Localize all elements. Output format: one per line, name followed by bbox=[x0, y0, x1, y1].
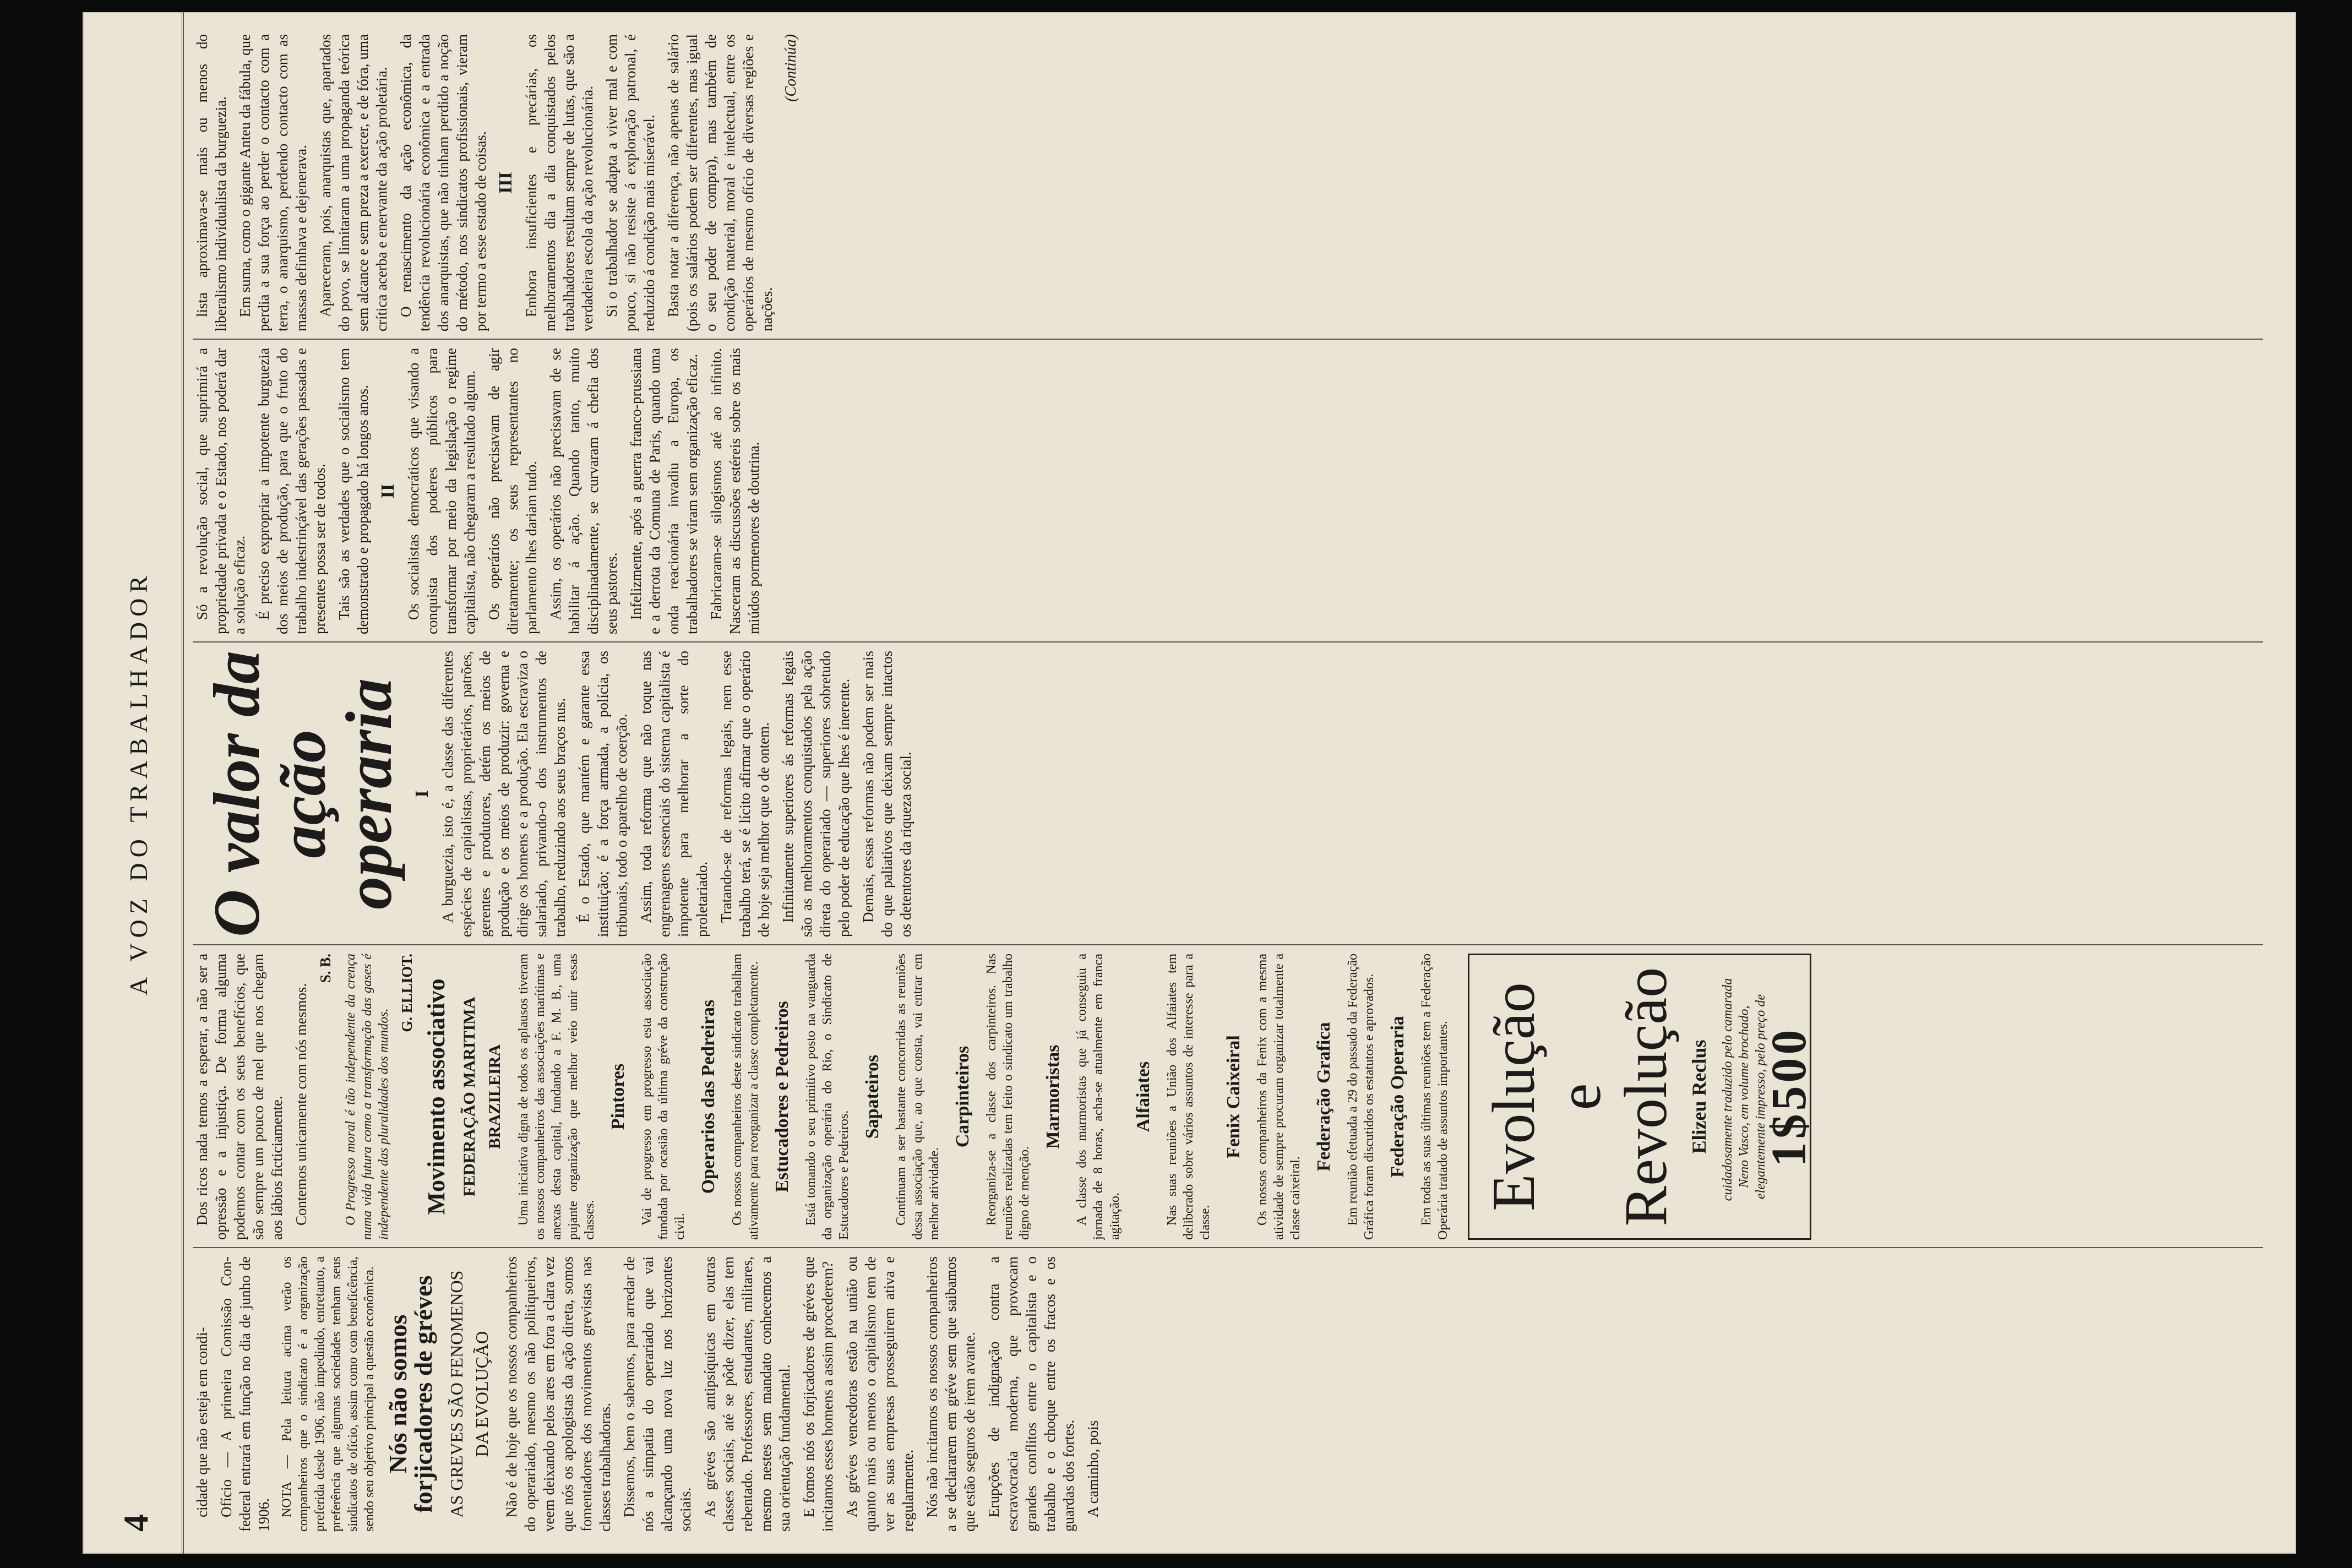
nota-text: NOTA — Pela leitura acima verão os companheiros que o sindicato é a organização preferida desde 1906, não impedindo, entretanto, a preferência que algumas sociedades tenham seus sindicatos de ofício, assim como com beneficência, sendo seu objetivo principal a questão econômica. bbox=[280, 1256, 377, 1532]
masthead bbox=[105, 12, 184, 1554]
column-4 bbox=[193, 348, 2274, 634]
fenix-text: Os nossos companheiros da Fenix com a mesma atividade de sempre procuram organizar totalmente a classe caixeiral. bbox=[1255, 954, 1303, 1240]
ad-author: Elizeu Reclus bbox=[1688, 1039, 1710, 1154]
grafica-text: Em reunião efetuada a 29 do passado da Federação Gráfica foram discutidos os estatutos e aprovados. bbox=[1346, 954, 1376, 1240]
article-paragraph: Infelizmente, após a guerra franco-prussiana e a derrota da Comuna de Paris, quando uma onda reacionária invadiu a Europa, os trabalhadores se viram sem organização eficaz. bbox=[628, 348, 700, 634]
article-paragraph: Assim, os operários não precisavam de se habilitar á ação. Quando tanto, muito disciplinadamente, se curvaram á chefia dos seus pastores. bbox=[547, 348, 620, 634]
operaria-head: Federação Operaria bbox=[1387, 1016, 1408, 1178]
ad-title-line2: e Revolução bbox=[1546, 967, 1679, 1227]
column-5 bbox=[193, 34, 2274, 331]
headline-valor-acao-operaria: O valor da ação operaria bbox=[200, 651, 405, 937]
newspaper-title: A VOZ DO TRABALHADOR bbox=[124, 570, 153, 996]
article-paragraph: Em suma, como o gigante Anteu da fábula, que perdia a sua força ao perder o contacto com a terra, o anarquismo, perdendo contacto com as massas definhava e dejenerava. bbox=[237, 34, 309, 331]
article-paragraph: Demais, essas reformas não podem ser mais do que paliativos que deixam sempre intactos os detentores da riqueza social. bbox=[860, 651, 914, 937]
signature: S. B. bbox=[317, 954, 334, 983]
article-paragraph: É o Estado, que mantém e garante essa instituição; é a força armada, a polícia, os tribunais, todo o aparelho de coerção. bbox=[576, 651, 630, 937]
estucadores-text: Está tomando o seu primitivo posto na vanguarda da organização operária do Rio, o Sindicato de Estucadores e Pedreiros. bbox=[804, 954, 851, 1240]
pintores-head: Pintores bbox=[608, 1063, 628, 1130]
article-paragraph: A caminho, pois bbox=[1085, 1420, 1101, 1517]
article-paragraph: Dos ricos nada temos a esperar, a não ser a opressão e a injustiça. De forma alguma podemos contar com os seus benefícios, que são sempre um pouco de mel que nos chegam aos lábios ficticiamente. bbox=[194, 954, 285, 1240]
article-paragraph: Fabricaram-se silogismos até ao infinito. Nasceram as discussões estéreis sobre os mais miúdos pormenores de doutrina. bbox=[708, 348, 762, 634]
column-3 bbox=[193, 651, 2274, 937]
intro-text: cidade que não esteja em condi- bbox=[194, 1327, 210, 1517]
article-paragraph: As gréves são antipsíquicas em outras classes sociais, até se pôde dizer, elas tem rebentado. Professores, estudantes, militares, mesmo nestes sem mandato conhecemos a sua orientação fundamental. bbox=[701, 1256, 793, 1532]
carpinteiros-head: Carpinteiros bbox=[952, 1046, 973, 1148]
article-paragraph: Assim, toda reforma que não toque nas engrenagens essenciais do sistema capitalista é impotente para melhorar a sorte do proletariado. bbox=[638, 651, 710, 937]
article-paragraph: Erupções de indignação contra a escravocracia moderna, que provocam grandes conflitos entre o capitalista e o trabalho e o choque entre os fracos e os guardas dos fortes. bbox=[986, 1256, 1077, 1532]
quote-text: O Progresso moral é tão independente da crença numa vida futura como a transformação das gases é independente das pluralidades dos mundos. bbox=[344, 954, 391, 1240]
estucadores-head: Estucadores e Pedreiros bbox=[772, 1001, 792, 1193]
pedreiras-text: Os nossos companheiros deste sindicato trabalham ativamente para reorganizar a classe completamente. bbox=[730, 954, 761, 1240]
operaria-text: Em todas as suas últimas reuniões tem a Federação Operária tratado de assuntos importantes. bbox=[1419, 954, 1450, 1240]
article-paragraph: Nós não incitamos os nossos companheiros a se declararem em gréve sem que saibamos que estão seguros de irem avante. bbox=[924, 1256, 978, 1532]
ad-title-line1: Evolução bbox=[1480, 982, 1547, 1211]
rotated-page-content bbox=[83, 12, 2296, 1554]
article-paragraph: Embora insuficientes e precárias, os melhoramentos dia a dia conquistados pelos trabalhadores resultam sempre de lutas, que são a verdadeira escola da ação revolucionária. bbox=[523, 34, 596, 331]
federacao-maritima-head: FEDERAÇÃO MARITIMA BRAZILEIRA bbox=[460, 997, 504, 1197]
carpinteiros-text: Reorganiza-se a classe dos carpinteiros. Nas reuniões realizadas tem feito o sindicato um trabalho digno de menção. bbox=[984, 954, 1032, 1240]
column-rule bbox=[193, 944, 2263, 945]
column-rule bbox=[193, 1247, 2263, 1248]
article-paragraph: Só a revolução social, que suprimirá a propriedade privada e o Estado, nos poderá dar a solução eficaz. bbox=[194, 348, 248, 634]
fenix-head: Fenix Caixeiral bbox=[1223, 1035, 1244, 1158]
article-paragraph: Não é de hoje que os nossos companheiros do operariado, mesmo os não politiqueiros, veem deixando pelos ares em fora a clara vez que nós os apologistas da ação direta, somos fomentadores dos movimentos grevistas nas classes trabalhadoras. bbox=[503, 1256, 613, 1532]
article-paragraph: Os socialistas democráticos que visando a conquista dos poderes públicos para transformar por meio da legislação o regime capitalista, não chegaram a resultado algum. bbox=[405, 348, 478, 634]
section-number: III bbox=[496, 172, 516, 194]
article-paragraph: É preciso expropriar a impotente burguezia dos meios de produção, para que o fruto do trabalho indestrinçável das gerações passadas e presentes possa ser de todos. bbox=[255, 348, 328, 634]
federacao-maritima-text: Uma iniciativa digna de todos os aplausos tiveram os nossos companheiros das associações marítimas e anexas desta capital, fundando a F. M. B., uma pujante organização que melhor veio unir essas classes. bbox=[516, 954, 597, 1240]
article-paragraph: Dissemos, bem o sabemos, para arredar de nós a simpatia do operariado que vai alcançando uma nova luz nos horizontes sociais. bbox=[621, 1256, 694, 1532]
column-2 bbox=[193, 954, 2274, 1240]
quote-author: G. ELLIOT. bbox=[399, 954, 415, 1032]
headline-forjicadores: Nós não somos forjicadores de gréves bbox=[384, 1275, 437, 1513]
article-paragraph: Si o trabalhador se adapta a viver mal e com pouco, si não resiste á exploração patronal, é reduzido á condição mais miserável. bbox=[603, 34, 657, 331]
marmoristas-head: Marmoristas bbox=[1043, 1044, 1063, 1149]
newspaper-page bbox=[83, 12, 2296, 1554]
section-number: I bbox=[412, 790, 432, 798]
alfaiates-text: Nas suas reuniões a União dos Alfaiates tem deliberado sobre vários assuntos de interesse para a classe. bbox=[1165, 954, 1212, 1240]
section-number: II bbox=[378, 483, 398, 499]
ad-description: cuidadosamente traduzido pelo camarada Neno Vasco, em volume brochado, elegantemente impresso, pelo preço de bbox=[1721, 978, 1768, 1201]
grafica-head: Federação Grafica bbox=[1314, 1022, 1334, 1172]
marmoristas-text: A classe dos marmoristas que já conseguiu a jornada de 8 horas, acha-se atualmente em franca agitação. bbox=[1075, 954, 1122, 1240]
article-paragraph: Tratando-se de reformas legais, nem esse trabalho terá, se é lícito afirmar que o operário de hoje seja melhor que o de ontem. bbox=[718, 651, 772, 937]
pedreiras-head: Operarios das Pedreiras bbox=[698, 999, 718, 1194]
article-paragraph: Apareceram, pois, anarquistas que, apartados do povo, se limitaram a uma propaganda teórica sem alcance e sem preza a exercer, e de fóra, uma crítica acerba e enervante da ação proletária. bbox=[317, 34, 390, 331]
article-paragraph: Infinitamente superiores ás reformas legais são as melhoramentos conquistados pela ação direta do operariado — superiores sobretudo pelo poder de educação que lhes é inerente. bbox=[780, 651, 852, 937]
subheadline-greves: AS GREVES SÃO FENOMENOS DA EVOLUÇÃO bbox=[447, 1270, 492, 1518]
article-paragraph: Os operários não precisavam de agir diretamente; os seus representantes no parlamento lhes dariam tudo. bbox=[486, 348, 540, 634]
alfaiates-head: Alfaiates bbox=[1133, 1061, 1153, 1133]
article-paragraph: Tais são as verdades que o socialismo tem demonstrado e propagado há longos anos. bbox=[336, 348, 371, 634]
book-advertisement bbox=[1468, 954, 1816, 1240]
page-number: 4 bbox=[116, 1514, 155, 1532]
sapateiros-head: Sapateiros bbox=[862, 1054, 883, 1139]
article-paragraph: Contemos unicamente com nós mesmos. bbox=[293, 983, 309, 1226]
continua-label: (Continúa) bbox=[782, 34, 799, 102]
column-rule bbox=[193, 641, 2263, 643]
article-paragraph: Basta notar a diferença, não apenas de salário (pois os salários podem ser diferentes, mas igual o seu poder de compra), mas também de condição material, moral e intelectual, entre os operários de mesmo ofício de diversas regiões e nações. bbox=[665, 34, 775, 331]
ad-price: 1$500 bbox=[1762, 1026, 1816, 1167]
article-paragraph: A burguezia, isto é, a classe das diferentes espécies de capitalistas, proprietários, patrões, gerentes e produtores, detém os meios de produção e os meios de produzir: governa e dirige os homens e a produção. Ela escraviza o salariado, privando-o dos instrumentos de trabalho, reduzindo aos seus braços nus. bbox=[439, 651, 568, 937]
column-rule bbox=[193, 339, 2263, 340]
article-paragraph: lista aproximava-se mais ou menos do liberalismo individualista da burguezia. bbox=[194, 34, 229, 331]
pintores-text: Vai de progresso em progresso esta associação fundada por ocasião da última gréve da construção civil. bbox=[640, 954, 687, 1240]
article-paragraph: O renascimento da ação econômica, da tendência revolucionária econômica e a entrada dos anarquistas, que não tinham perdido a noção do método, nos sindicatos profissionais, vieram por termo a esse estado de coisas. bbox=[398, 34, 489, 331]
conclave-text: Ofício — A primeira Comissão Con- federal entrará em função no dia de junho de 1906. bbox=[218, 1256, 272, 1532]
article-paragraph: E fomos nós os forjicadores de gréves que incitamos esses homens a assim procederem? bbox=[801, 1256, 836, 1532]
section-movimento-associativo: Movimento associativo bbox=[423, 978, 450, 1215]
article-paragraph: As gréves vencedoras estão na união ou quanto mais ou menos o capitalismo tem de ver as suas empresas prosseguirem ativa e regularmente. bbox=[843, 1256, 916, 1532]
column-1 bbox=[193, 1256, 2274, 1532]
sapateiros-text: Continuam a ser bastante concorridas as reuniões dessa associação que, ao que consta, vai entrar em melhor atividade. bbox=[894, 954, 941, 1240]
